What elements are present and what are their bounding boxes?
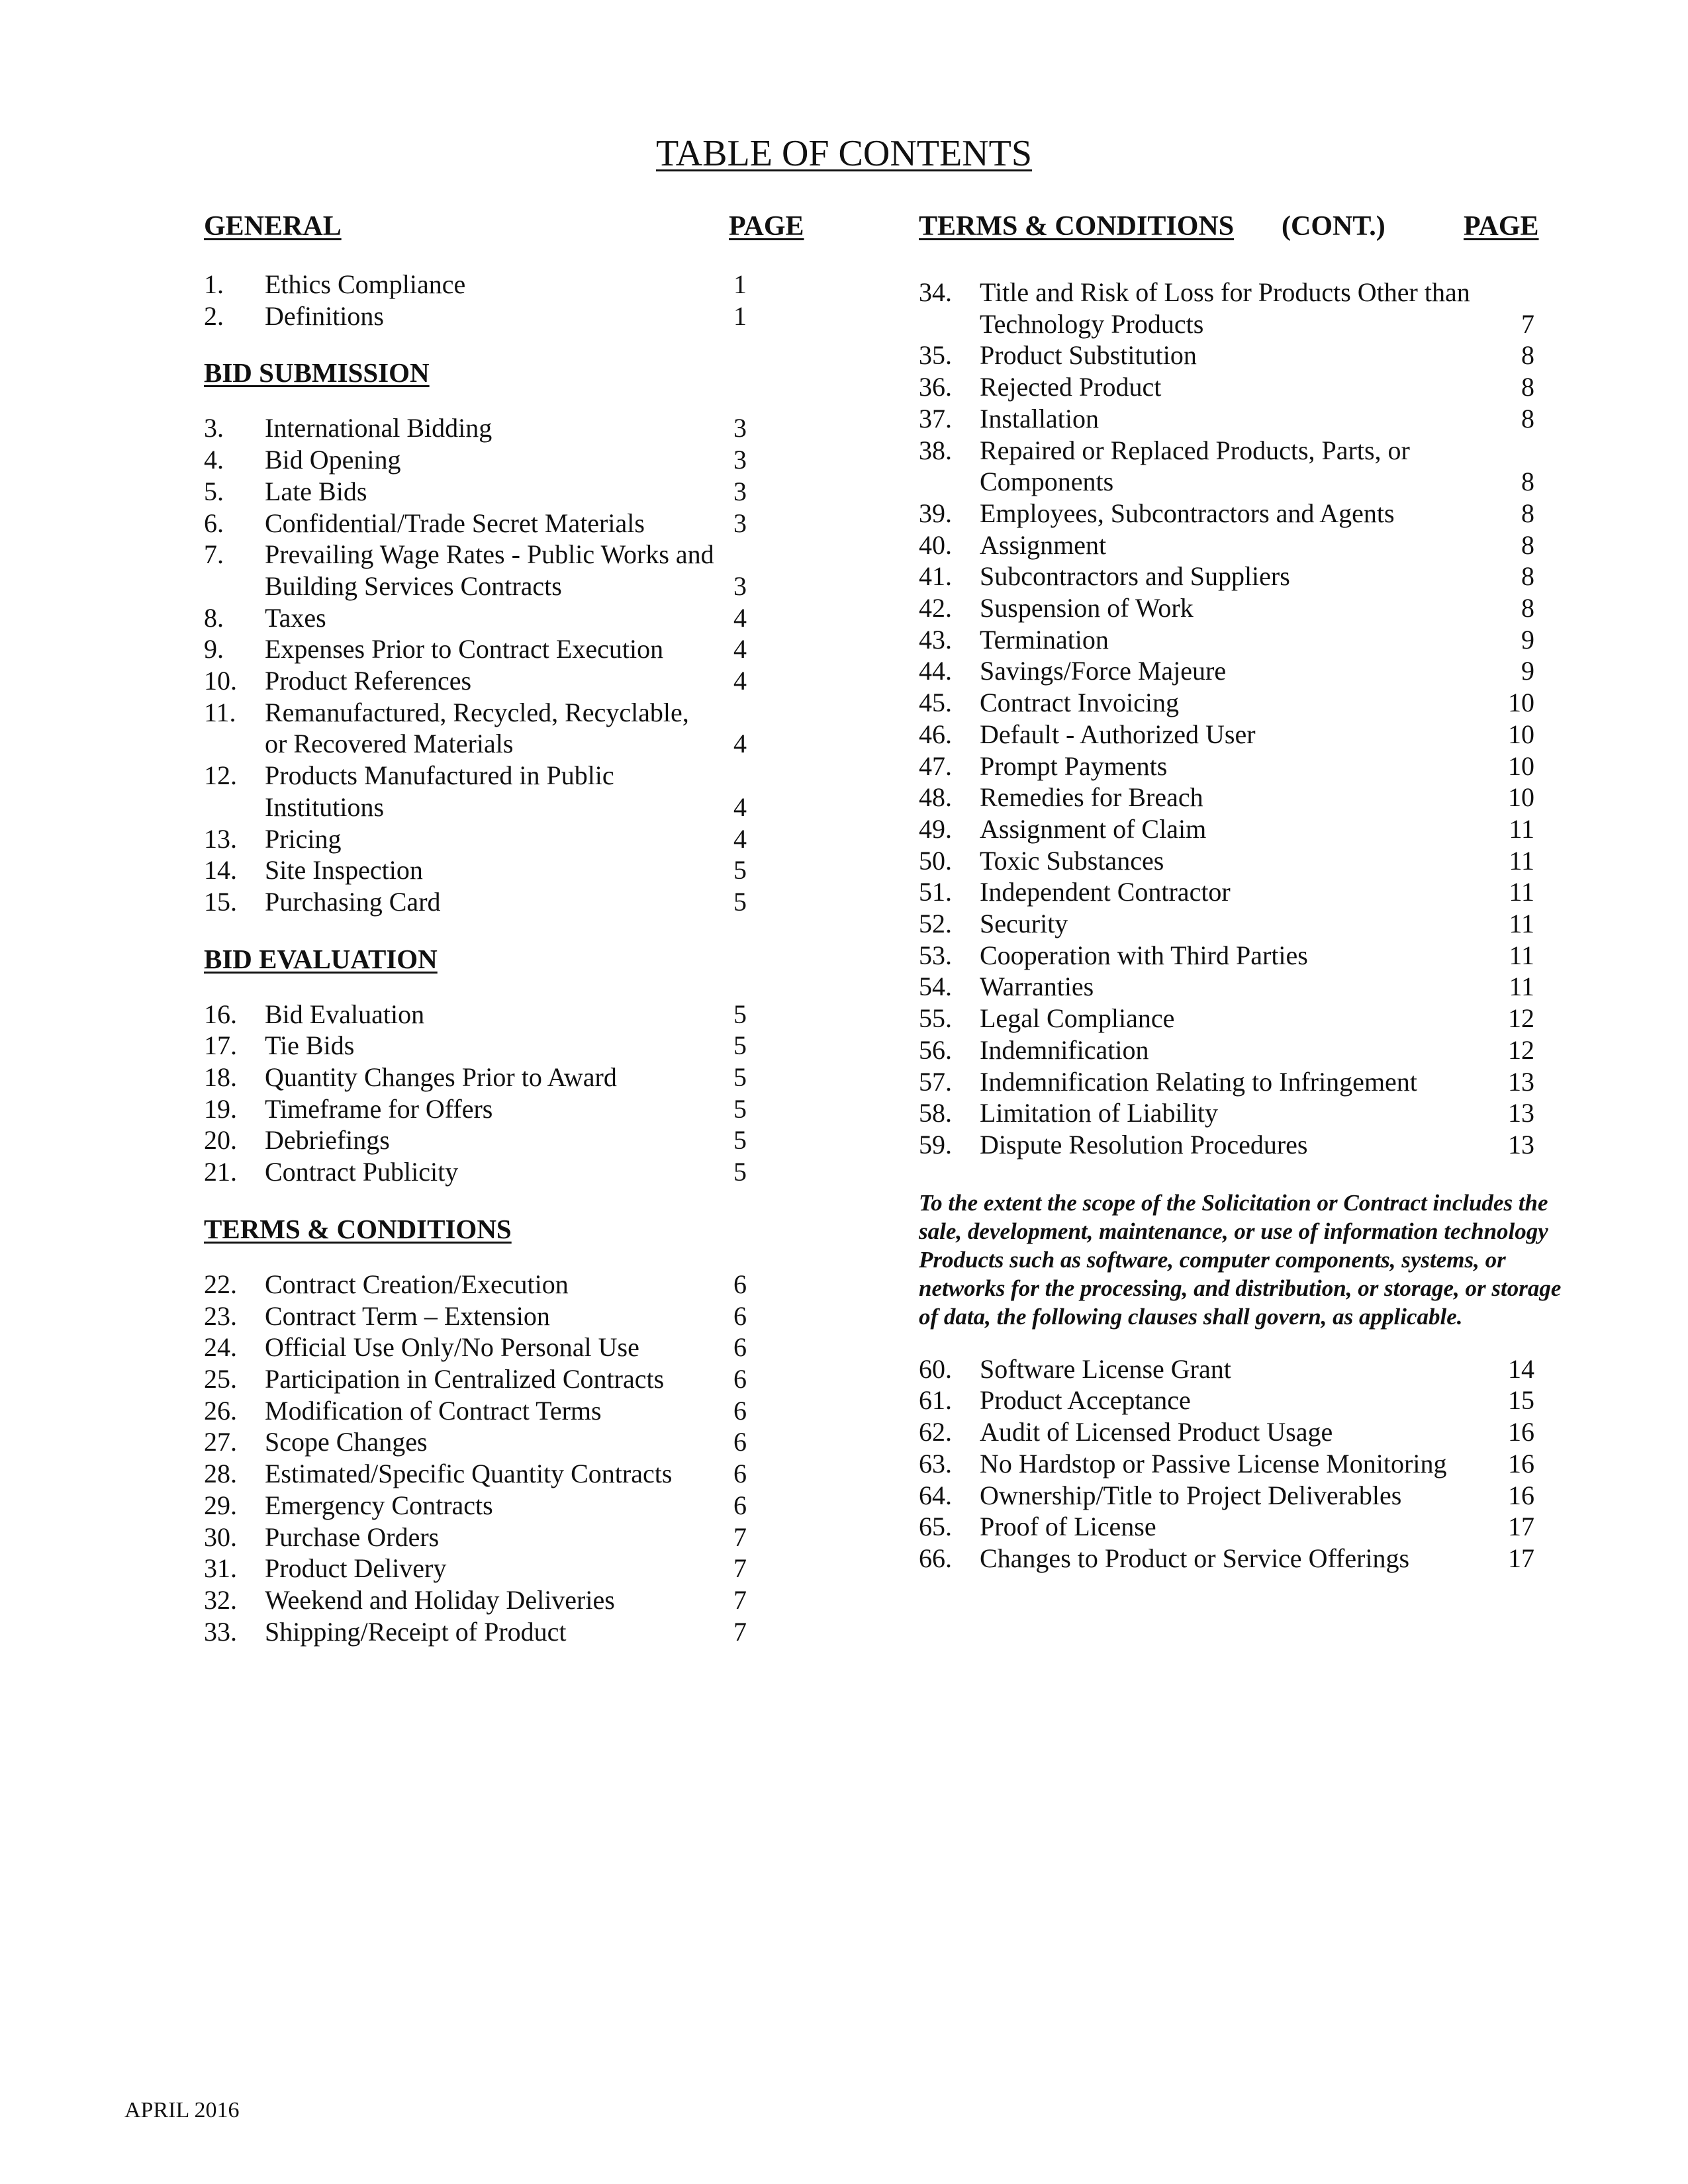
section-heading: BID EVALUATION bbox=[204, 943, 438, 974]
toc-entry-title: Product References bbox=[265, 666, 472, 696]
toc-entry-number: 10. bbox=[204, 666, 237, 696]
toc-entry-page: 7 bbox=[733, 1584, 747, 1615]
toc-entry[interactable] bbox=[919, 1066, 1548, 1098]
toc-entry[interactable] bbox=[204, 539, 813, 602]
toc-entry-page: 16 bbox=[1508, 1417, 1534, 1447]
toc-left-column bbox=[204, 210, 813, 1647]
toc-entry-title: Product Acceptance bbox=[980, 1385, 1191, 1416]
toc-entry-page: 5 bbox=[733, 1030, 747, 1061]
toc-entry[interactable] bbox=[919, 529, 1548, 561]
toc-entry-number: 52. bbox=[919, 909, 952, 939]
toc-entry-title: Savings/Force Majeure bbox=[980, 656, 1227, 686]
toc-entry-number: 57. bbox=[919, 1066, 952, 1097]
toc-entry-title: Purchase Orders bbox=[265, 1522, 440, 1552]
toc-entry[interactable] bbox=[919, 277, 1548, 340]
left-column-header bbox=[204, 210, 813, 244]
toc-entry-title: Remedies for Breach bbox=[980, 782, 1203, 813]
toc-entry-number: 43. bbox=[919, 624, 952, 655]
footer-date: APRIL 2016 bbox=[124, 2098, 240, 2122]
left-sections bbox=[204, 269, 813, 1647]
toc-entry-page: 17 bbox=[1508, 1543, 1534, 1573]
toc-right-column bbox=[919, 210, 1562, 1574]
toc-entry-title: Software License Grant bbox=[980, 1353, 1231, 1384]
toc-entry-number: 50. bbox=[919, 845, 952, 876]
toc-entry-number: 49. bbox=[919, 813, 952, 844]
toc-entry-number: 25. bbox=[204, 1363, 237, 1394]
toc-entry-number: 27. bbox=[204, 1427, 237, 1457]
toc-entry-page: 10 bbox=[1508, 751, 1534, 781]
toc-entry-number: 2. bbox=[204, 300, 224, 331]
toc-entry[interactable] bbox=[919, 719, 1548, 751]
toc-entry-number: 34. bbox=[919, 277, 952, 307]
toc-entry[interactable] bbox=[919, 1097, 1548, 1129]
toc-entry-title: Contract Term – Extension bbox=[265, 1300, 550, 1331]
toc-entry-title: Emergency Contracts bbox=[265, 1490, 493, 1520]
toc-entry-page: 11 bbox=[1509, 909, 1534, 939]
toc-entry-page: 4 bbox=[733, 792, 747, 822]
toc-entry[interactable] bbox=[204, 1584, 813, 1616]
toc-entry-page: 8 bbox=[1521, 593, 1534, 623]
toc-entry[interactable] bbox=[204, 1062, 813, 1093]
toc-entry-title: Purchasing Card bbox=[265, 886, 441, 917]
toc-entry-title: Prevailing Wage Rates - Public Works and Building Services Contracts bbox=[265, 539, 714, 601]
toc-entry-title: Quantity Changes Prior to Award bbox=[265, 1062, 617, 1093]
toc-entry-number: 37. bbox=[919, 403, 952, 433]
toc-entry-title: Modification of Contract Terms bbox=[265, 1395, 602, 1426]
toc-entry-title: Remanufactured, Recycled, Recyclable, or Recovered Materials bbox=[265, 697, 689, 759]
toc-entry-page: 6 bbox=[733, 1490, 747, 1520]
toc-entry-number: 7. bbox=[204, 539, 224, 570]
toc-entry-page: 10 bbox=[1508, 719, 1534, 749]
toc-entry-page: 11 bbox=[1509, 813, 1534, 844]
toc-entry-title: Indemnification bbox=[980, 1034, 1149, 1065]
right-toc-list-b bbox=[919, 1353, 1548, 1574]
toc-entry-title: Bid Opening bbox=[265, 445, 401, 475]
toc-entry[interactable] bbox=[204, 886, 813, 918]
toc-entry[interactable] bbox=[919, 1543, 1548, 1574]
toc-entry-number: 4. bbox=[204, 445, 224, 475]
toc-entry[interactable] bbox=[204, 1269, 813, 1300]
toc-entry-number: 44. bbox=[919, 656, 952, 686]
toc-entry-number: 51. bbox=[919, 877, 952, 907]
toc-entry-page: 13 bbox=[1508, 1129, 1534, 1160]
toc-entry-title: Subcontractors and Suppliers bbox=[980, 561, 1290, 592]
toc-entry[interactable] bbox=[919, 1511, 1548, 1543]
toc-entry-page: 13 bbox=[1508, 1098, 1534, 1128]
toc-entry-number: 19. bbox=[204, 1093, 237, 1124]
toc-entry-title: Debriefings bbox=[265, 1125, 390, 1156]
toc-entry-title: Site Inspection bbox=[265, 855, 423, 886]
toc-entry-page: 1 bbox=[733, 269, 747, 299]
toc-entry[interactable] bbox=[919, 1003, 1548, 1034]
toc-entry-title: Late Bids bbox=[265, 476, 367, 506]
right-column-header bbox=[919, 210, 1548, 244]
toc-entry-page: 7 bbox=[733, 1553, 747, 1584]
toc-entry[interactable] bbox=[919, 687, 1548, 719]
toc-entry-page: 4 bbox=[733, 729, 747, 759]
toc-entry-number: 46. bbox=[919, 719, 952, 749]
toc-entry-number: 35. bbox=[919, 340, 952, 371]
toc-entry[interactable] bbox=[919, 592, 1548, 624]
toc-entry[interactable] bbox=[204, 1332, 813, 1363]
toc-entry[interactable] bbox=[919, 498, 1548, 529]
toc-entry-page: 15 bbox=[1508, 1385, 1534, 1416]
toc-entry-number: 28. bbox=[204, 1459, 237, 1489]
toc-entry-number: 64. bbox=[919, 1480, 952, 1510]
toc-entry-number: 17. bbox=[204, 1030, 237, 1061]
toc-entry-title: Timeframe for Offers bbox=[265, 1093, 493, 1124]
toc-entry[interactable] bbox=[919, 1416, 1548, 1448]
toc-entry-title: Product Delivery bbox=[265, 1553, 447, 1584]
toc-entry-page: 5 bbox=[733, 1125, 747, 1156]
toc-entry-title: Confidential/Trade Secret Materials bbox=[265, 508, 645, 538]
toc-entry[interactable] bbox=[919, 876, 1548, 908]
left-column-title: GENERAL bbox=[204, 211, 342, 242]
right-column-title bbox=[919, 210, 1234, 242]
toc-entry[interactable] bbox=[204, 823, 813, 855]
toc-entry-page: 8 bbox=[1521, 467, 1534, 497]
toc-entry-title: Independent Contractor bbox=[980, 877, 1231, 907]
toc-entry[interactable] bbox=[919, 751, 1548, 782]
toc-entry[interactable] bbox=[919, 1034, 1548, 1066]
toc-entry-title: Indemnification Relating to Infringement bbox=[980, 1066, 1417, 1097]
toc-entry-page: 4 bbox=[733, 823, 747, 854]
toc-entry-page: 11 bbox=[1509, 877, 1534, 907]
toc-entry-title: Assignment of Claim bbox=[980, 813, 1207, 844]
toc-entry-title: Assignment bbox=[980, 529, 1107, 560]
toc-entry-title: Weekend and Holiday Deliveries bbox=[265, 1584, 615, 1615]
toc-entry-page: 12 bbox=[1508, 1034, 1534, 1065]
toc-entry-number: 59. bbox=[919, 1129, 952, 1160]
toc-entry-page: 4 bbox=[733, 666, 747, 696]
toc-entry-page: 5 bbox=[733, 999, 747, 1029]
left-page-column-label: PAGE bbox=[729, 211, 804, 242]
toc-entry-page: 9 bbox=[1521, 656, 1534, 686]
toc-entry-page: 6 bbox=[733, 1363, 747, 1394]
toc-entry[interactable] bbox=[204, 1156, 813, 1188]
toc-entry-page: 7 bbox=[733, 1522, 747, 1552]
toc-entry[interactable] bbox=[204, 1124, 813, 1156]
toc-entry-page: 11 bbox=[1509, 940, 1534, 970]
toc-entry-title: Employees, Subcontractors and Agents bbox=[980, 498, 1395, 528]
toc-entry-page: 5 bbox=[733, 1062, 747, 1093]
toc-entry[interactable] bbox=[204, 760, 813, 823]
toc-entry-title: Warranties bbox=[980, 972, 1094, 1002]
toc-entry[interactable] bbox=[204, 508, 813, 539]
toc-entry-page: 14 bbox=[1508, 1353, 1534, 1384]
right-column-title-text: TERMS & CONDITIONS bbox=[919, 211, 1235, 242]
toc-entry-page: 3 bbox=[733, 445, 747, 475]
toc-entry-page: 7 bbox=[1521, 308, 1534, 339]
toc-entry-page: 6 bbox=[733, 1332, 747, 1363]
toc-entry-number: 61. bbox=[919, 1385, 952, 1416]
toc-entry-title: Rejected Product bbox=[980, 372, 1162, 402]
toc-entry-number: 13. bbox=[204, 823, 237, 854]
toc-entry-number: 8. bbox=[204, 602, 224, 633]
toc-entry-number: 45. bbox=[919, 688, 952, 718]
toc-entry-page: 8 bbox=[1521, 403, 1534, 433]
toc-entry-title: Suspension of Work bbox=[980, 593, 1194, 623]
toc-entry-number: 38. bbox=[919, 435, 952, 465]
toc-entry[interactable] bbox=[919, 340, 1548, 371]
toc-entry-number: 24. bbox=[204, 1332, 237, 1363]
toc-entry-page: 9 bbox=[1521, 624, 1534, 655]
toc-entry-number: 20. bbox=[204, 1125, 237, 1156]
right-column-title-suffix: (CONT.) bbox=[1282, 211, 1385, 242]
toc-entry-number: 30. bbox=[204, 1522, 237, 1552]
toc-entry-page: 13 bbox=[1508, 1066, 1534, 1097]
toc-entry-page: 17 bbox=[1508, 1512, 1534, 1542]
toc-entry-page: 3 bbox=[733, 413, 747, 443]
toc-entry-page: 8 bbox=[1521, 498, 1534, 528]
toc-entry[interactable] bbox=[204, 269, 813, 300]
toc-entry-number: 3. bbox=[204, 413, 224, 443]
toc-entry-page: 10 bbox=[1508, 782, 1534, 813]
toc-entry-number: 62. bbox=[919, 1417, 952, 1447]
toc-entry-title: Tie Bids bbox=[265, 1030, 355, 1061]
toc-entry-title: Limitation of Liability bbox=[980, 1098, 1218, 1128]
toc-entry-page: 10 bbox=[1508, 688, 1534, 718]
toc-entry-page: 6 bbox=[733, 1269, 747, 1299]
toc-entry[interactable] bbox=[919, 845, 1548, 877]
toc-entry-number: 33. bbox=[204, 1616, 237, 1647]
toc-entry-title: Proof of License bbox=[980, 1512, 1156, 1542]
toc-entry[interactable] bbox=[919, 1385, 1548, 1416]
toc-entry[interactable] bbox=[919, 1480, 1548, 1512]
toc-entry[interactable] bbox=[919, 971, 1548, 1003]
right-toc-list-a bbox=[919, 277, 1548, 1161]
toc-entry-title: Installation bbox=[980, 403, 1099, 433]
toc-entry-page: 3 bbox=[733, 570, 747, 601]
toc-entry[interactable] bbox=[919, 624, 1548, 656]
toc-list bbox=[204, 412, 813, 917]
toc-entry-number: 29. bbox=[204, 1490, 237, 1520]
toc-entry-title: Participation in Centralized Contracts bbox=[265, 1363, 665, 1394]
toc-entry-page: 8 bbox=[1521, 561, 1534, 592]
toc-list bbox=[204, 1269, 813, 1647]
toc-entry-title: Bid Evaluation bbox=[265, 999, 425, 1029]
toc-entry[interactable] bbox=[204, 1030, 813, 1062]
toc-entry[interactable] bbox=[919, 1448, 1548, 1480]
toc-entry-title: Contract Invoicing bbox=[980, 688, 1180, 718]
toc-entry-title: Expenses Prior to Contract Execution bbox=[265, 634, 664, 664]
toc-entry-title: No Hardstop or Passive License Monitoring bbox=[980, 1448, 1447, 1479]
toc-entry[interactable] bbox=[919, 1353, 1548, 1385]
toc-entry-page: 8 bbox=[1521, 340, 1534, 371]
toc-entry-page: 16 bbox=[1508, 1448, 1534, 1479]
toc-entry-page: 16 bbox=[1508, 1480, 1534, 1510]
toc-entry[interactable] bbox=[919, 940, 1548, 972]
toc-entry-number: 12. bbox=[204, 760, 237, 791]
toc-entry-number: 22. bbox=[204, 1269, 237, 1299]
toc-entry-title: Title and Risk of Loss for Products Other than Technology Products bbox=[980, 277, 1470, 339]
section-heading: TERMS & CONDITIONS bbox=[204, 1213, 512, 1244]
toc-entry[interactable] bbox=[204, 1553, 813, 1584]
toc-entry-number: 42. bbox=[919, 593, 952, 623]
toc-entry[interactable] bbox=[204, 1093, 813, 1125]
toc-entry-number: 21. bbox=[204, 1157, 237, 1187]
toc-entry-title: Default - Authorized User bbox=[980, 719, 1256, 749]
toc-entry-number: 14. bbox=[204, 855, 237, 886]
toc-entry-number: 11. bbox=[204, 697, 236, 727]
toc-entry-number: 23. bbox=[204, 1300, 237, 1331]
toc-entry[interactable] bbox=[204, 665, 813, 697]
toc-entry[interactable] bbox=[919, 782, 1548, 813]
toc-entry-number: 26. bbox=[204, 1395, 237, 1426]
toc-entry[interactable] bbox=[919, 435, 1548, 498]
toc-entry-number: 6. bbox=[204, 508, 224, 538]
toc-entry[interactable] bbox=[204, 412, 813, 444]
toc-entry-number: 1. bbox=[204, 269, 224, 299]
toc-entry-title: Prompt Payments bbox=[980, 751, 1168, 781]
toc-entry-number: 16. bbox=[204, 999, 237, 1029]
toc-entry-page: 6 bbox=[733, 1395, 747, 1426]
toc-entry-page: 5 bbox=[733, 1157, 747, 1187]
toc-entry-page: 3 bbox=[733, 476, 747, 506]
toc-entry-title: Toxic Substances bbox=[980, 845, 1164, 876]
page-title: TABLE OF CONTENTS bbox=[656, 133, 1032, 174]
toc-entry-page: 4 bbox=[733, 634, 747, 664]
toc-entry-number: 65. bbox=[919, 1512, 952, 1542]
toc-entry-title: Shipping/Receipt of Product bbox=[265, 1616, 567, 1647]
toc-entry-number: 32. bbox=[204, 1584, 237, 1615]
toc-entry[interactable] bbox=[204, 300, 813, 332]
toc-entry-title: Legal Compliance bbox=[980, 1003, 1175, 1034]
toc-entry-page: 7 bbox=[733, 1616, 747, 1647]
toc-entry-number: 66. bbox=[919, 1543, 952, 1573]
toc-entry[interactable] bbox=[204, 854, 813, 886]
toc-entry-title: Official Use Only/No Personal Use bbox=[265, 1332, 639, 1363]
toc-entry-number: 53. bbox=[919, 940, 952, 970]
toc-entry-page: 11 bbox=[1509, 845, 1534, 876]
toc-entry-page: 5 bbox=[733, 1093, 747, 1124]
toc-entry-title: Scope Changes bbox=[265, 1427, 428, 1457]
toc-entry-title: Ownership/Title to Project Deliverables bbox=[980, 1480, 1402, 1510]
toc-entry-title: Audit of Licensed Product Usage bbox=[980, 1417, 1333, 1447]
toc-entry[interactable] bbox=[204, 1616, 813, 1648]
toc-entry-number: 9. bbox=[204, 634, 224, 664]
toc-entry-title: Definitions bbox=[265, 300, 384, 331]
toc-entry-title: Contract Creation/Execution bbox=[265, 1269, 569, 1299]
toc-entry[interactable] bbox=[919, 403, 1548, 435]
section-heading: BID SUBMISSION bbox=[204, 357, 430, 388]
toc-entry-number: 15. bbox=[204, 886, 237, 917]
toc-entry-title: Changes to Product or Service Offerings bbox=[980, 1543, 1410, 1573]
toc-entry-number: 31. bbox=[204, 1553, 237, 1584]
toc-entry-page: 8 bbox=[1521, 372, 1534, 402]
toc-entry-page: 5 bbox=[733, 855, 747, 886]
toc-entry-page: 1 bbox=[733, 300, 747, 331]
toc-entry-number: 39. bbox=[919, 498, 952, 528]
toc-entry-number: 56. bbox=[919, 1034, 952, 1065]
toc-entry[interactable] bbox=[919, 908, 1548, 940]
toc-entry[interactable] bbox=[919, 561, 1548, 592]
toc-list bbox=[204, 269, 813, 332]
toc-entry[interactable] bbox=[919, 655, 1548, 687]
toc-entry-page: 6 bbox=[733, 1427, 747, 1457]
toc-entry[interactable] bbox=[919, 371, 1548, 403]
toc-entry[interactable] bbox=[919, 1129, 1548, 1161]
toc-entry-title: Product Substitution bbox=[980, 340, 1197, 371]
toc-entry[interactable] bbox=[204, 1426, 813, 1458]
toc-entry-title: Termination bbox=[980, 624, 1109, 655]
toc-entry-page: 12 bbox=[1508, 1003, 1534, 1034]
toc-entry-title: Contract Publicity bbox=[265, 1157, 459, 1187]
toc-entry-page: 6 bbox=[733, 1459, 747, 1489]
toc-entry[interactable] bbox=[204, 1522, 813, 1553]
toc-entry-title: Estimated/Specific Quantity Contracts bbox=[265, 1459, 673, 1489]
toc-entry-number: 40. bbox=[919, 529, 952, 560]
toc-entry-number: 36. bbox=[919, 372, 952, 402]
toc-entry-title: Repaired or Replaced Products, Parts, or Components bbox=[980, 435, 1410, 497]
toc-entry[interactable] bbox=[204, 999, 813, 1030]
toc-entry-page: 5 bbox=[733, 886, 747, 917]
toc-entry-number: 60. bbox=[919, 1353, 952, 1384]
right-page-column-label: PAGE bbox=[1464, 211, 1539, 242]
toc-entry-page: 4 bbox=[733, 602, 747, 633]
toc-entry[interactable] bbox=[204, 602, 813, 634]
toc-entry-title: Security bbox=[980, 909, 1068, 939]
toc-entry[interactable] bbox=[204, 444, 813, 476]
toc-entry-title: Cooperation with Third Parties bbox=[980, 940, 1308, 970]
it-products-note: To the extent the scope of the Solicitation or Contract includes the sale, development, maintenance, or use of information technology Products such as software, computer components, systems, or networks for the processing, and distribution, or storage, or storage of data, the following clauses shall govern, as applicable. bbox=[919, 1189, 1562, 1330]
toc-entry-number: 5. bbox=[204, 476, 224, 506]
toc-entry-page: 3 bbox=[733, 508, 747, 538]
toc-entry-page: 11 bbox=[1509, 972, 1534, 1002]
toc-entry[interactable] bbox=[204, 1395, 813, 1427]
toc-entry-number: 55. bbox=[919, 1003, 952, 1034]
toc-entry[interactable] bbox=[204, 1490, 813, 1522]
toc-entry[interactable] bbox=[204, 697, 813, 760]
toc-list bbox=[204, 999, 813, 1188]
toc-entry-number: 63. bbox=[919, 1448, 952, 1479]
toc-entry-title: International Bidding bbox=[265, 413, 492, 443]
toc-entry-page: 6 bbox=[733, 1300, 747, 1331]
toc-entry-number: 58. bbox=[919, 1098, 952, 1128]
toc-entry-number: 18. bbox=[204, 1062, 237, 1093]
toc-entry[interactable] bbox=[204, 1458, 813, 1490]
toc-entry-number: 48. bbox=[919, 782, 952, 813]
toc-entry-title: Pricing bbox=[265, 823, 342, 854]
toc-entry[interactable] bbox=[204, 476, 813, 508]
toc-entry-page: 8 bbox=[1521, 529, 1534, 560]
toc-entry[interactable] bbox=[204, 1300, 813, 1332]
toc-entry-number: 54. bbox=[919, 972, 952, 1002]
toc-entry[interactable] bbox=[204, 633, 813, 665]
toc-entry[interactable] bbox=[204, 1363, 813, 1395]
toc-entry-title: Taxes bbox=[265, 602, 326, 633]
toc-entry-title: Ethics Compliance bbox=[265, 269, 466, 299]
toc-entry-title: Dispute Resolution Procedures bbox=[980, 1129, 1308, 1160]
toc-entry[interactable] bbox=[919, 813, 1548, 845]
toc-entry-title: Products Manufactured in Public Institutions bbox=[265, 760, 614, 822]
toc-entry-number: 47. bbox=[919, 751, 952, 781]
toc-entry-number: 41. bbox=[919, 561, 952, 592]
